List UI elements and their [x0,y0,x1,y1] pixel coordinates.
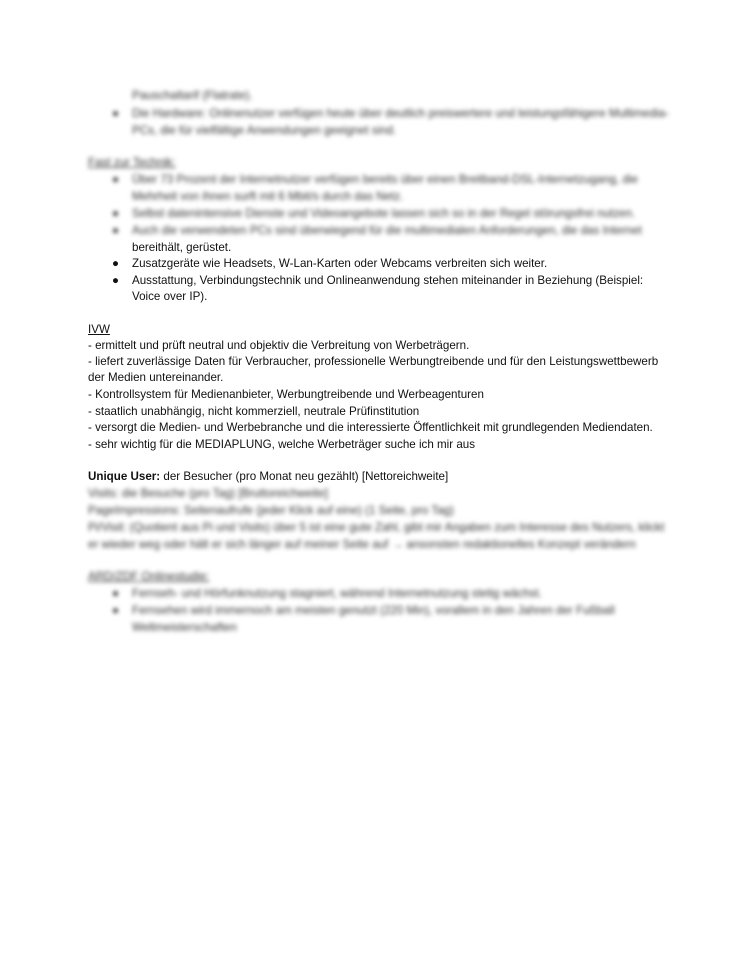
unique-user-text: der Besucher (pro Monat neu gezählt) [Nettoreichweite] [160,470,449,483]
ivw-line: - ermittelt und prüft neutral und objektiv die Verbreitung von Werbeträgern. [88,339,470,352]
unique-user-line [88,469,448,485]
top-line: Pauschaltarif (Flatrate). [132,89,253,102]
list-item-text: Zusatzgeräte wie Headsets, W-Lan-Karten oder Webcams verbreiten sich weiter. [132,257,548,270]
list-item-continuation: Mehrheit von ihnen surft mit 6 Mbit/s durch das Netz. [132,190,404,203]
pi-visit-line: Pi/Visit: (Quotient aus Pi und Visits) über 5 ist eine gute Zahl, gibt mir Angaben zum Interesse des Nutzers, klickt [88,521,665,534]
list-item-text: Fernsehen wird immernoch am meisten genutzt (220 Min), vorallem in den Jahren der Fußball [132,604,615,617]
bullet-icon: ● [112,207,120,220]
list-item-continuation: PCs, die für vielfältige Anwendungen geeignet sind. [132,124,397,137]
ivw-line: - sehr wichtig für die MEDIAPLUNG, welche Werbeträger suche ich mir aus [88,438,476,451]
list-item-text: Ausstattung, Verbindungstechnik und Onlineanwendung stehen miteinander in Beziehung (Beispiel: [132,274,644,287]
bullet-icon: ● [112,274,120,287]
ivw-line: der Medien untereinander. [88,371,224,384]
pageimpressions-line: PageImpressions: Seitenaufrufe (jeder Klick auf eine) (1 Seite, pro Tag) [88,504,454,517]
list-item-continuation: Weltmeisterschaften [132,621,237,634]
list-item-text: Die Hardware: Onlinenutzer verfügen heute über deutlich preiswertere und leistungsfähigere Multimedia- [132,107,669,120]
list-item-continuation: bereithält, gerüstet. [132,241,232,254]
bullet-icon: ● [112,224,120,237]
bullet-icon: ● [112,107,120,120]
bullet-icon: ● [112,173,120,186]
list-item-text: Auch die verwendeten PCs sind überwiegend für die multimedialen Anforderungen, die das Internet [132,224,642,237]
ard-heading: ARD/ZDF Onlinestudie: [88,570,210,583]
section-heading: Fast zur Technik: [88,156,176,169]
list-item-continuation: Voice over IP). [132,290,208,303]
ivw-line: - liefert zuverlässige Daten für Verbraucher, professionelle Werbungtreibende und für den Leistungswettbewerb [88,355,659,368]
unique-user-label: Unique User: [88,470,161,483]
list-item-text: Selbst datenintensive Dienste und Videoangebote lassen sich so in der Regel störungsfrei nutzen. [132,207,636,220]
bullet-icon: ● [112,587,120,600]
ivw-line: - versorgt die Medien- und Werbebranche und die interessierte Öffentlichkeit mit grundlegenden Mediendaten. [88,421,653,434]
bullet-icon: ● [112,604,120,617]
list-item-text: Über 73 Prozent der Internetnutzer verfügen bereits über einen Breitband-DSL-Internetzugang, die [132,173,638,186]
ivw-line: - Kontrollsystem für Medienanbieter, Werbungtreibende und Werbeagenturen [88,388,484,401]
bullet-icon: ● [112,257,120,270]
ivw-line: - staatlich unabhängig, nicht kommerziell, neutrale Prüfinstitution [88,405,420,418]
visits-line: Visits: die Besuche (pro Tag) [Bruttoreichweite] [88,487,328,500]
ivw-heading: IVW [88,323,110,336]
list-item-text: Fernseh- und Hörfunknutzung stagniert, während Internetnutzung stetig wächst. [132,587,542,600]
pi-visit-line: er wieder weg oder hält er sich länger auf meiner Seite auf → ansonsten redaktionelles Konzept verändern [88,538,636,551]
